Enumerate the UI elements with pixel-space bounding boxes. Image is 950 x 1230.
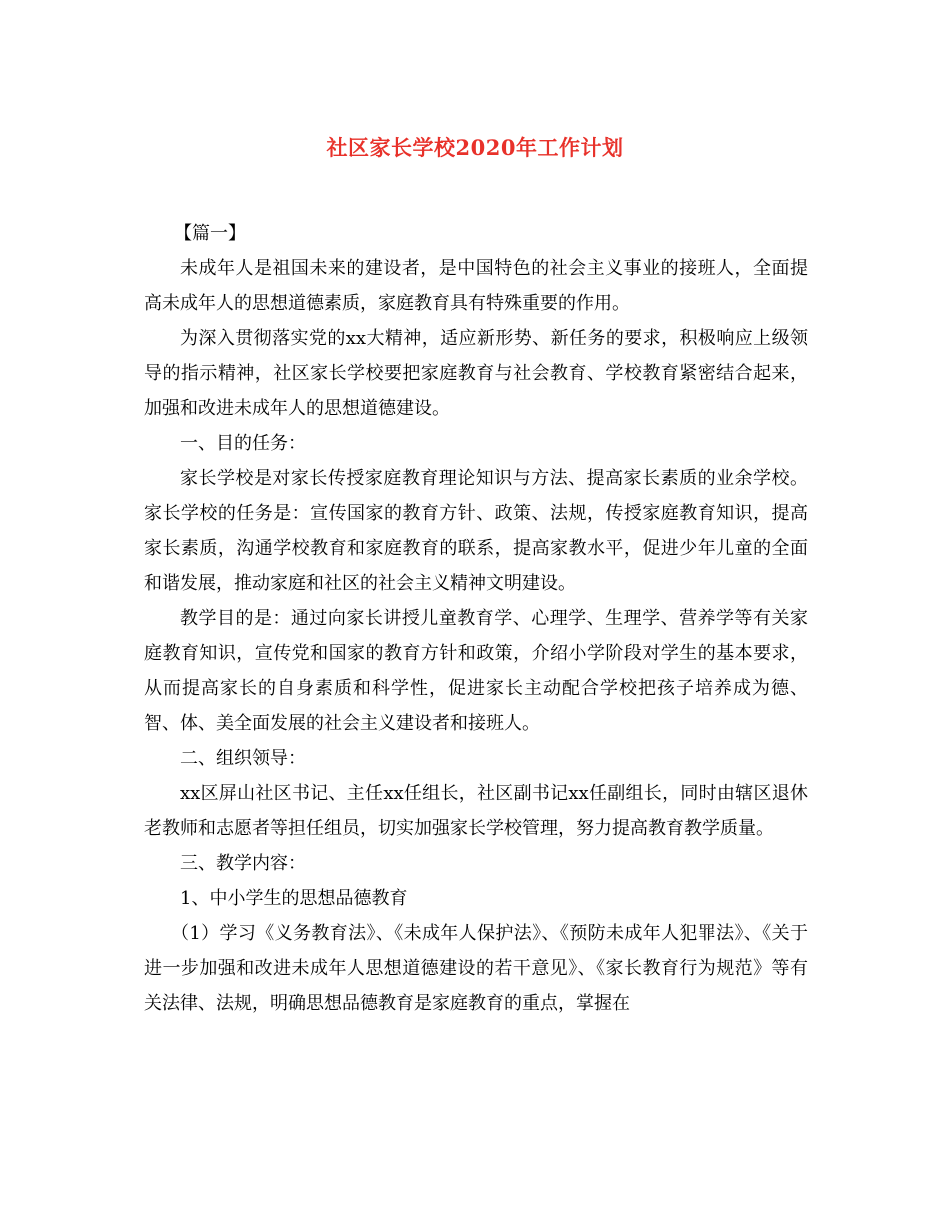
heading-content: 三、教学内容： [180,853,306,874]
paragraph-organization: xx区屏山社区书记、主任xx任组长，社区副书记xx任副组长，同时由辖区退休老教师和志愿者等担任组员，切实加强家长学校管理，努力提高教育教学质量。 [144,783,808,839]
item-moral-education: 1、中小学生的思想品德教育 [180,888,408,909]
paragraph-intro: 未成年人是祖国未来的建设者，是中国特色的社会主义事业的接班人，全面提高未成年人的思想道德素质，家庭教育具有特殊重要的作用。 [144,258,808,314]
document-title: 社区家长学校2020年工作计划 [326,135,624,160]
paragraph-purpose: 为深入贯彻落实党的xx大精神，适应新形势、新任务的要求，积极响应上级领导的指示精神，社区家长学校要把家庭教育与社会教育、学校教育紧密结合起来，加强和改进未成年人的思想道德建设。 [144,328,808,419]
heading-organization: 二、组织领导： [180,748,306,769]
item-law-study: （1）学习《义务教育法》、《未成年人保护法》、《预防未成年人犯罪法》、《关于进一步加强和改进未成年人思想道德建设的若干意见》、《家长教育行为规范》等有关法律、法规，明确思想品德教育是家庭教育的重点，掌握在 [144,923,808,1014]
heading-goals: 一、目的任务： [180,433,306,454]
paragraph-teaching-goals: 教学目的是：通过向家长讲授儿童教育学、心理学、生理学、营养学等有关家庭教育知识，宣传党和国家的教育方针和政策，介绍小学阶段对学生的基本要求，从而提高家长的自身素质和科学性，促进家长主动配合学校把孩子培养成为德、智、体、美全面发展的社会主义建设者和接班人。 [144,608,808,734]
document-body [144,216,808,1021]
paragraph-school-tasks: 家长学校是对家长传授家庭教育理论知识与方法、提高家长素质的业余学校。家长学校的任务是：宣传国家的教育方针、政策、法规，传授家庭教育知识，提高家长素质，沟通学校教育和家庭教育的联系，提高家教水平，促进少年儿童的全面和谐发展，推动家庭和社区的社会主义精神文明建设。 [144,468,808,594]
section-tag: 【篇一】 [174,223,246,244]
